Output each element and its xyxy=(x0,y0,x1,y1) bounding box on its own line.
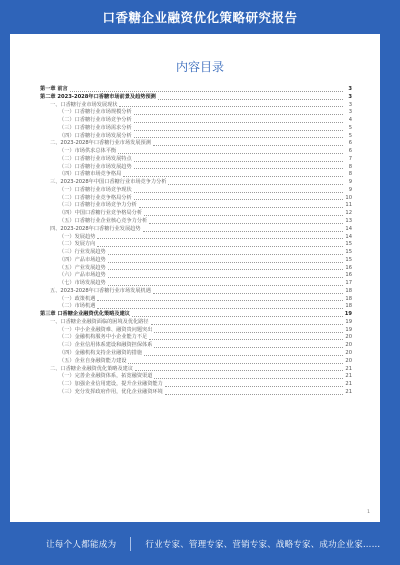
header-bar xyxy=(0,0,400,34)
toc-leader-dots xyxy=(154,332,343,333)
toc-leader-dots xyxy=(149,339,343,340)
toc-entry-page: 8 xyxy=(348,163,352,170)
toc-entry-text: （二）市场机遇 xyxy=(59,303,96,310)
toc-entry-text: 四、2023-2028年口香糖行业发展趋势 xyxy=(50,225,141,232)
toc-leader-dots xyxy=(134,137,343,138)
toc-leader-dots xyxy=(108,285,343,286)
toc-leader-dots xyxy=(97,238,343,239)
toc-leader-dots xyxy=(132,316,343,317)
toc-entry[interactable] xyxy=(40,373,352,381)
toc-entry[interactable] xyxy=(40,257,352,265)
toc-leader-dots xyxy=(153,293,343,294)
toc-entry[interactable] xyxy=(40,94,352,102)
toc-entry-page: 5 xyxy=(348,132,352,139)
toc-entry-text: （二）口香糖行业市场竞争分析 xyxy=(59,117,132,124)
footer-bar xyxy=(0,522,400,565)
toc-leader-dots xyxy=(108,269,343,270)
toc-entry-text: （三）口香糖行业市场发展趋势 xyxy=(59,163,132,170)
footer-divider xyxy=(130,537,131,551)
toc-entry[interactable] xyxy=(40,109,352,117)
toc-entry[interactable] xyxy=(40,156,352,164)
toc-leader-dots xyxy=(108,277,343,278)
toc-entry[interactable] xyxy=(40,210,352,218)
toc-entry-text: （一）政策机遇 xyxy=(59,295,96,302)
toc-entry[interactable] xyxy=(40,319,352,327)
toc-entry-page: 13 xyxy=(345,218,352,224)
toc-entry-page: 16 xyxy=(345,272,352,279)
toc-entry-text: 二、2023-2028年口香糖行业市场发展预测 xyxy=(50,140,151,147)
toc-entry-text: （三）充分发挥政府作用，优化企业融资环境 xyxy=(59,388,163,395)
toc-entry-text: （四）口香糖行业市场发展分析 xyxy=(59,132,132,139)
toc-leader-dots xyxy=(134,130,343,131)
toc-entry-page: 14 xyxy=(345,225,352,232)
footer-slogan-left: 让每个人都能成为 xyxy=(46,539,117,550)
toc-entry-text: （一）口香糖行业市场规模分析 xyxy=(59,109,132,116)
toc-entry-page: 16 xyxy=(345,264,352,271)
toc-entry[interactable] xyxy=(40,280,352,288)
toc-entry[interactable] xyxy=(40,358,352,366)
toc-leader-dots xyxy=(128,363,343,364)
toc-entry[interactable] xyxy=(40,218,352,226)
toc-entry-text: （四）金融机构支持企业融资的措施 xyxy=(59,350,143,357)
toc-entry-text: （七）市场发展趋势 xyxy=(59,280,106,287)
toc-entry-page: 3 xyxy=(348,93,352,100)
toc-entry-page: 17 xyxy=(345,280,352,287)
toc-entry-page: 4 xyxy=(348,117,352,124)
toc-entry-page: 19 xyxy=(345,326,352,333)
toc-entry-text: （四）口香糖市场竞争格局 xyxy=(59,171,122,178)
toc-entry-text: 第一章 前言 xyxy=(40,85,68,92)
toc-heading: 内容目录 xyxy=(175,60,224,74)
toc-leader-dots xyxy=(143,231,343,232)
toc-entry-page: 3 xyxy=(348,101,352,108)
toc-entry[interactable] xyxy=(40,288,352,296)
toc-leader-dots xyxy=(97,308,343,309)
toc-entry[interactable] xyxy=(40,226,352,234)
toc-entry[interactable] xyxy=(40,272,352,280)
toc-entry-page: 21 xyxy=(345,373,352,380)
toc-leader-dots xyxy=(134,168,343,169)
toc-entry-page: 18 xyxy=(345,295,352,302)
page-number: 1 xyxy=(367,510,370,515)
toc-entry-text: （二）金融机构服务中小企业能力不足 xyxy=(59,334,148,341)
toc-entry[interactable] xyxy=(40,381,352,389)
toc-entry-page: 12 xyxy=(345,210,352,217)
toc-entry-page: 8 xyxy=(348,171,352,178)
toc-entry-page: 20 xyxy=(345,357,352,364)
toc-entry-page: 15 xyxy=(345,256,352,263)
toc-leader-dots xyxy=(118,153,343,154)
toc-entry-text: 一、口香糖企业融资面临的困境及优化路径 xyxy=(50,318,149,325)
toc-entry-text: 第三章 口香糖企业融资优化策略及建议 xyxy=(40,311,130,318)
report-title: 口香糖企业融资优化策略研究报告 xyxy=(102,10,298,25)
toc-entry[interactable] xyxy=(40,241,352,249)
toc-entry[interactable] xyxy=(40,125,352,133)
toc-leader-dots xyxy=(135,370,343,371)
toc-entry-page: 11 xyxy=(345,202,352,209)
toc-entry-page: 15 xyxy=(345,249,352,256)
toc-entry-text: （三）行业发展趋势 xyxy=(59,249,106,256)
toc-leader-dots xyxy=(134,161,343,162)
toc-leader-dots xyxy=(165,386,343,387)
toc-entry-text: （一）完善企业融资体系，拓宽融资渠道 xyxy=(59,373,153,380)
toc-entry-page: 10 xyxy=(345,194,352,201)
toc-entry-page: 20 xyxy=(345,342,352,349)
toc-leader-dots xyxy=(97,246,343,247)
toc-entry-text: 第二章 2023-2028年口香糖市场前景及趋势预测 xyxy=(40,93,156,100)
toc-entry-page: 19 xyxy=(345,318,352,325)
footer-slogan-right: 行业专家、管理专家、营销专家、战略专家、成功企业家…… xyxy=(145,539,381,550)
toc-entry-page: 19 xyxy=(344,311,352,318)
toc-leader-dots xyxy=(154,378,343,379)
toc-entry-page: 20 xyxy=(345,334,352,341)
toc-entry[interactable] xyxy=(40,148,352,156)
toc-leader-dots xyxy=(151,324,343,325)
table-of-contents xyxy=(40,86,352,397)
toc-leader-dots xyxy=(139,207,343,208)
toc-leader-dots xyxy=(149,223,343,224)
toc-entry-page: 3 xyxy=(348,109,352,116)
toc-entry-text: （一）中小企业融资难、融资贵问题突出 xyxy=(59,326,153,333)
toc-leader-dots xyxy=(108,262,343,263)
toc-entry[interactable] xyxy=(40,311,352,319)
toc-leader-dots xyxy=(144,355,343,356)
toc-leader-dots xyxy=(108,254,343,255)
toc-entry-text: （五）产业发展趋势 xyxy=(59,264,106,271)
toc-entry[interactable] xyxy=(40,187,352,195)
toc-entry-page: 20 xyxy=(345,350,352,357)
toc-entry-page: 6 xyxy=(348,140,352,147)
toc-leader-dots xyxy=(154,347,343,348)
toc-entry-text: （三）口香糖行业市场竞争力分析 xyxy=(59,202,137,209)
toc-leader-dots xyxy=(134,192,343,193)
toc-entry-text: （二）加强企业信用建设，提升企业融资能力 xyxy=(59,381,163,388)
toc-entry-page: 3 xyxy=(348,85,352,92)
toc-leader-dots xyxy=(153,145,343,146)
toc-entry-page: 18 xyxy=(345,303,352,310)
toc-entry-text: （四）中国口香糖行业竞争格局分析 xyxy=(59,210,143,217)
toc-entry-text: 一、口香糖行业市场发展现状 xyxy=(50,101,118,108)
toc-entry-text: 三、2023-2028年中国口香糖行业市场竞争力分析 xyxy=(50,179,167,186)
toc-entry-text: （一）口香糖行业市场竞争现状 xyxy=(59,186,132,193)
toc-entry[interactable] xyxy=(40,342,352,350)
toc-entry-text: （二）口香糖行业竞争格局分析 xyxy=(59,194,132,201)
toc-leader-dots xyxy=(97,300,343,301)
toc-entry-text: （三）口香糖行业市场需求分析 xyxy=(59,124,132,131)
toc-entry[interactable] xyxy=(40,249,352,257)
toc-entry-page: 9 xyxy=(348,179,352,186)
toc-entry-page: 14 xyxy=(345,233,352,240)
toc-entry-page: 9 xyxy=(348,186,352,193)
toc-entry-text: （六）产品市场趋势 xyxy=(59,272,106,279)
toc-entry-text: （五）口香糖行业企业核心竞争力分析 xyxy=(59,218,148,224)
toc-entry-text: （一）市场供求总体平衡 xyxy=(59,148,117,155)
toc-entry-text: （三）企业信用体系建设和融资担保体系 xyxy=(59,342,153,349)
toc-entry-text: （四）产品市场趋势 xyxy=(59,256,106,263)
toc-leader-dots xyxy=(144,215,343,216)
toc-entry-page: 7 xyxy=(348,155,352,162)
toc-entry-text: 二、口香糖企业融资优化策略及建议 xyxy=(50,365,134,372)
toc-entry[interactable] xyxy=(40,350,352,358)
toc-entry-page: 21 xyxy=(345,381,352,388)
toc-leader-dots xyxy=(70,91,343,92)
toc-entry[interactable] xyxy=(40,86,352,94)
toc-leader-dots xyxy=(134,122,343,123)
toc-entry-page: 6 xyxy=(348,148,352,155)
toc-leader-dots xyxy=(134,199,343,200)
toc-entry-page: 21 xyxy=(345,365,352,372)
toc-leader-dots xyxy=(168,184,343,185)
toc-entry[interactable] xyxy=(40,140,352,148)
toc-entry-text: （五）企业自身融资能力建设 xyxy=(59,357,127,364)
toc-leader-dots xyxy=(123,176,343,177)
toc-entry-page: 18 xyxy=(345,287,352,294)
toc-leader-dots xyxy=(165,394,343,395)
toc-leader-dots xyxy=(119,106,343,107)
toc-entry-text: 五、2023-2028年口香糖行业市场发展机遇 xyxy=(50,287,151,294)
right-border-stripe xyxy=(380,34,400,522)
toc-entry-text: （二）口香糖行业市场发展特点 xyxy=(59,155,132,162)
toc-entry[interactable] xyxy=(40,389,352,397)
toc-entry-text: （一）发展趋势 xyxy=(59,233,96,240)
toc-entry-page: 5 xyxy=(348,124,352,131)
toc-entry-page: 15 xyxy=(345,241,352,248)
toc-leader-dots xyxy=(134,114,343,115)
toc-leader-dots xyxy=(158,99,343,100)
left-border-stripe xyxy=(0,34,10,522)
toc-entry-page: 21 xyxy=(345,388,352,395)
toc-entry[interactable] xyxy=(40,117,352,125)
toc-entry-text: （二）发展方向 xyxy=(59,241,96,248)
toc-entry[interactable] xyxy=(40,179,352,187)
